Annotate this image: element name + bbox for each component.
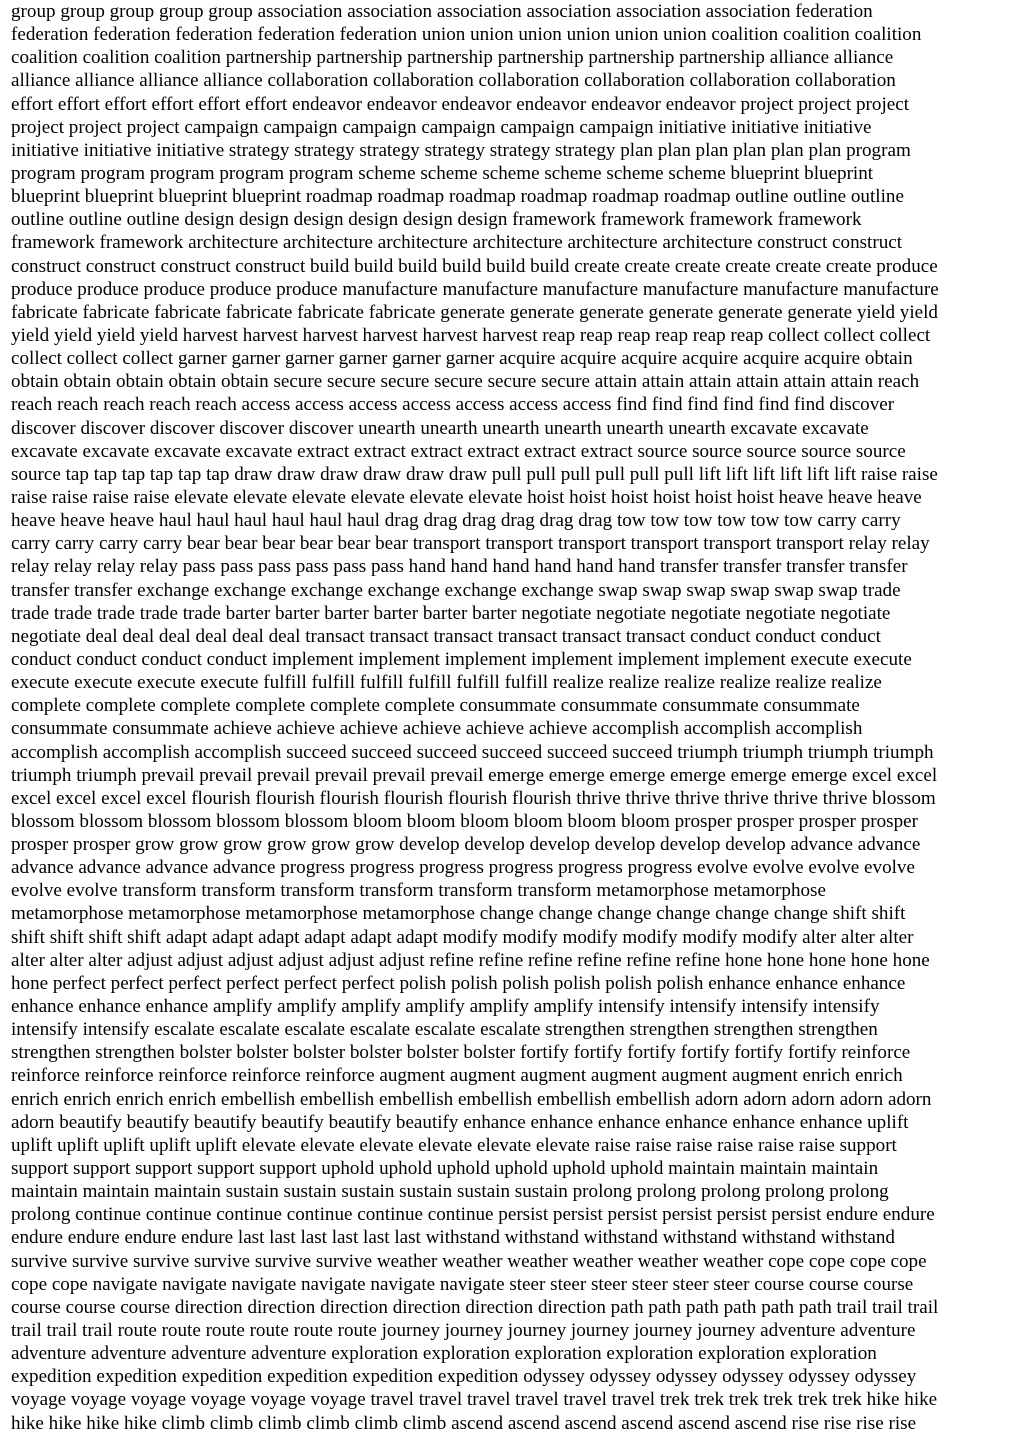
text-line: hone perfect perfect perfect perfect perfect perfect polish polish polish polish polish polish enhance enhance enhance bbox=[11, 972, 906, 994]
text-line: program program program program program scheme scheme scheme scheme scheme scheme blueprint blueprint bbox=[11, 162, 874, 184]
text-line: excel excel excel excel flourish flourish flourish flourish flourish flourish thrive thrive thrive thrive thrive thrive blossom bbox=[11, 787, 936, 809]
text-line: advance advance advance advance progress progress progress progress progress progress evolve evolve evolve evolve bbox=[11, 857, 915, 879]
text-line: trail trail trail route route route route route route journey journey journey journey journey journey adventure adventure bbox=[11, 1320, 916, 1342]
text-line: reinforce reinforce reinforce reinforce reinforce augment augment augment augment augment augment enrich enrich bbox=[11, 1065, 903, 1087]
text-line: relay relay relay relay pass pass pass pass pass pass hand hand hand hand hand hand transfer transfer transfer transfer bbox=[11, 556, 908, 578]
text-line: triumph triumph prevail prevail prevail prevail prevail prevail emerge emerge emerge emerge emerge emerge excel excel bbox=[11, 764, 938, 786]
text-line: project project project campaign campaign campaign campaign campaign campaign initiative initiative initiative bbox=[11, 116, 872, 138]
text-line: voyage voyage voyage voyage voyage voyage travel travel travel travel travel travel trek trek trek trek trek trek hike hike bbox=[11, 1389, 938, 1411]
text-line: hike hike hike hike climb climb climb climb climb climb ascend ascend ascend ascend ascend ascend rise rise rise rise bbox=[11, 1412, 917, 1434]
text-line: discover discover discover discover discover unearth unearth unearth unearth unearth unearth excavate excavate bbox=[11, 417, 869, 439]
text-line: execute execute execute execute fulfill fulfill fulfill fulfill fulfill fulfill realize realize realize realize realize realize bbox=[11, 672, 882, 694]
text-line: reach reach reach reach reach access access access access access access access find find find find find find discover bbox=[11, 394, 895, 416]
text-line: maintain maintain maintain sustain sustain sustain sustain sustain sustain prolong prolong prolong prolong prolong bbox=[11, 1181, 889, 1203]
text-line: consummate consummate achieve achieve achieve achieve achieve achieve accomplish accomplish accomplish bbox=[11, 718, 863, 740]
text-line: cope cope navigate navigate navigate navigate navigate navigate steer steer steer steer steer steer course course course bbox=[11, 1273, 914, 1295]
text-line: endure endure endure endure last last last last last last withstand withstand withstand withstand withstand withstand bbox=[11, 1227, 895, 1249]
text-line: heave heave heave haul haul haul haul haul haul drag drag drag drag drag drag tow tow tow tow tow tow carry carry bbox=[11, 510, 901, 532]
text-line: course course course direction direction direction direction direction direction path path path path path path trail trail trail bbox=[11, 1296, 939, 1318]
text-line: effort effort effort effort effort effort endeavor endeavor endeavor endeavor endeavor endeavor project project project bbox=[11, 93, 910, 115]
text-line: conduct conduct conduct conduct implement implement implement implement implement implement execute execute bbox=[11, 648, 912, 670]
text-line: carry carry carry carry bear bear bear bear bear bear transport transport transport transport transport transport relay relay bbox=[11, 533, 930, 555]
text-line: uplift uplift uplift uplift uplift elevate elevate elevate elevate elevate elevate raise raise raise raise raise raise support bbox=[11, 1134, 897, 1156]
text-line: group group group group group association association association association association association federation bbox=[11, 1, 873, 22]
text-line: outline outline outline design design design design design design framework framework framework framework bbox=[11, 209, 862, 231]
text-line: intensify intensify escalate escalate escalate escalate escalate escalate strengthen strengthen strengthen strengthen bbox=[11, 1019, 878, 1041]
text-line: initiative initiative initiative strategy strategy strategy strategy strategy strategy plan plan plan plan plan plan program bbox=[11, 139, 911, 161]
text-line: raise raise raise raise elevate elevate elevate elevate elevate elevate hoist hoist hoist hoist hoist hoist heave heave heave bbox=[11, 486, 922, 508]
text-line: collect collect collect garner garner garner garner garner garner acquire acquire acquire acquire acquire acquire obtain bbox=[11, 348, 913, 370]
text-line: transfer transfer exchange exchange exchange exchange exchange exchange swap swap swap swap swap swap trade bbox=[11, 579, 901, 601]
text-line: support support support support support uphold uphold uphold uphold uphold uphold maintain maintain maintain bbox=[11, 1158, 879, 1180]
text-line: expedition expedition expedition expedition expedition expedition odyssey odyssey odyssey odyssey odyssey odyssey bbox=[11, 1366, 917, 1388]
text-line: trade trade trade trade trade barter barter barter barter barter barter negotiate negotiate negotiate negotiate negotiate bbox=[11, 602, 891, 624]
text-line: prosper prosper grow grow grow grow grow grow develop develop develop develop develop develop advance advance bbox=[11, 834, 921, 856]
text-line: complete complete complete complete complete complete consummate consummate consummate consummate bbox=[11, 695, 860, 717]
text-line: negotiate deal deal deal deal deal deal transact transact transact transact transact transact conduct conduct conduct bbox=[11, 625, 881, 647]
text-line: adorn beautify beautify beautify beautify beautify beautify enhance enhance enhance enhance enhance enhance uplift bbox=[11, 1111, 909, 1133]
text-line: shift shift shift shift adapt adapt adapt adapt adapt adapt modify modify modify modify modify modify alter alter alter bbox=[11, 926, 914, 948]
text-line: enrich enrich enrich enrich embellish embellish embellish embellish embellish embellish adorn adorn adorn adorn adorn bbox=[11, 1088, 932, 1110]
text-line: coalition coalition coalition partnership partnership partnership partnership partnership partnership alliance alliance bbox=[11, 47, 894, 69]
text-line: obtain obtain obtain obtain obtain secure secure secure secure secure secure attain attain attain attain attain attain reach bbox=[11, 371, 920, 393]
text-line: adventure adventure adventure adventure exploration exploration exploration exploration exploration exploration bbox=[11, 1343, 877, 1365]
text-line: evolve evolve transform transform transform transform transform transform metamorphose metamorphose bbox=[11, 880, 826, 902]
text-line: accomplish accomplish accomplish succeed succeed succeed succeed succeed succeed triumph triumph triumph triumph bbox=[11, 741, 934, 763]
text-line: blossom blossom blossom blossom blossom bloom bloom bloom bloom bloom bloom prosper prosper prosper prosper bbox=[11, 810, 918, 832]
text-line: produce produce produce produce produce manufacture manufacture manufacture manufacture manufacture manufacture bbox=[11, 278, 939, 300]
text-line: construct construct construct construct build build build build build build create create create create create create produce bbox=[11, 255, 938, 277]
text-line: alter alter alter adjust adjust adjust adjust adjust adjust refine refine refine refine refine refine hone hone hone hone hone bbox=[11, 949, 930, 971]
text-line: survive survive survive survive survive survive weather weather weather weather weather weather cope cope cope cope bbox=[11, 1250, 927, 1272]
text-line: yield yield yield yield harvest harvest harvest harvest harvest harvest reap reap reap reap reap reap collect collect collect bbox=[11, 324, 931, 346]
text-line: framework framework architecture architecture architecture architecture architecture architecture construct construct bbox=[11, 232, 903, 254]
text-line: blueprint blueprint blueprint blueprint roadmap roadmap roadmap roadmap roadmap roadmap outline outline outline bbox=[11, 186, 904, 208]
document-body bbox=[11, 0, 1019, 1435]
text-line: federation federation federation federation federation union union union union union union coalition coalition coalition bbox=[11, 24, 922, 46]
text-line: prolong continue continue continue continue continue continue persist persist persist persist persist persist endure endure bbox=[11, 1204, 935, 1226]
text-line: enhance enhance enhance amplify amplify amplify amplify amplify amplify intensify intensify intensify intensify bbox=[11, 996, 880, 1018]
text-line: excavate excavate excavate excavate extract extract extract extract extract extract source source source source source bbox=[11, 440, 906, 462]
text-line: source tap tap tap tap tap tap draw draw draw draw draw draw pull pull pull pull pull pull lift lift lift lift lift lift raise raise bbox=[11, 463, 938, 485]
text-line: metamorphose metamorphose metamorphose metamorphose change change change change change change shift shift bbox=[11, 903, 906, 925]
text-line: alliance alliance alliance alliance collaboration collaboration collaboration collaboration collaboration collaboration bbox=[11, 70, 896, 92]
text-line: strengthen strengthen bolster bolster bolster bolster bolster bolster fortify fortify fortify fortify fortify fortify reinforce bbox=[11, 1042, 911, 1064]
text-line: fabricate fabricate fabricate fabricate fabricate fabricate generate generate generate generate generate generate yield yield bbox=[11, 301, 938, 323]
